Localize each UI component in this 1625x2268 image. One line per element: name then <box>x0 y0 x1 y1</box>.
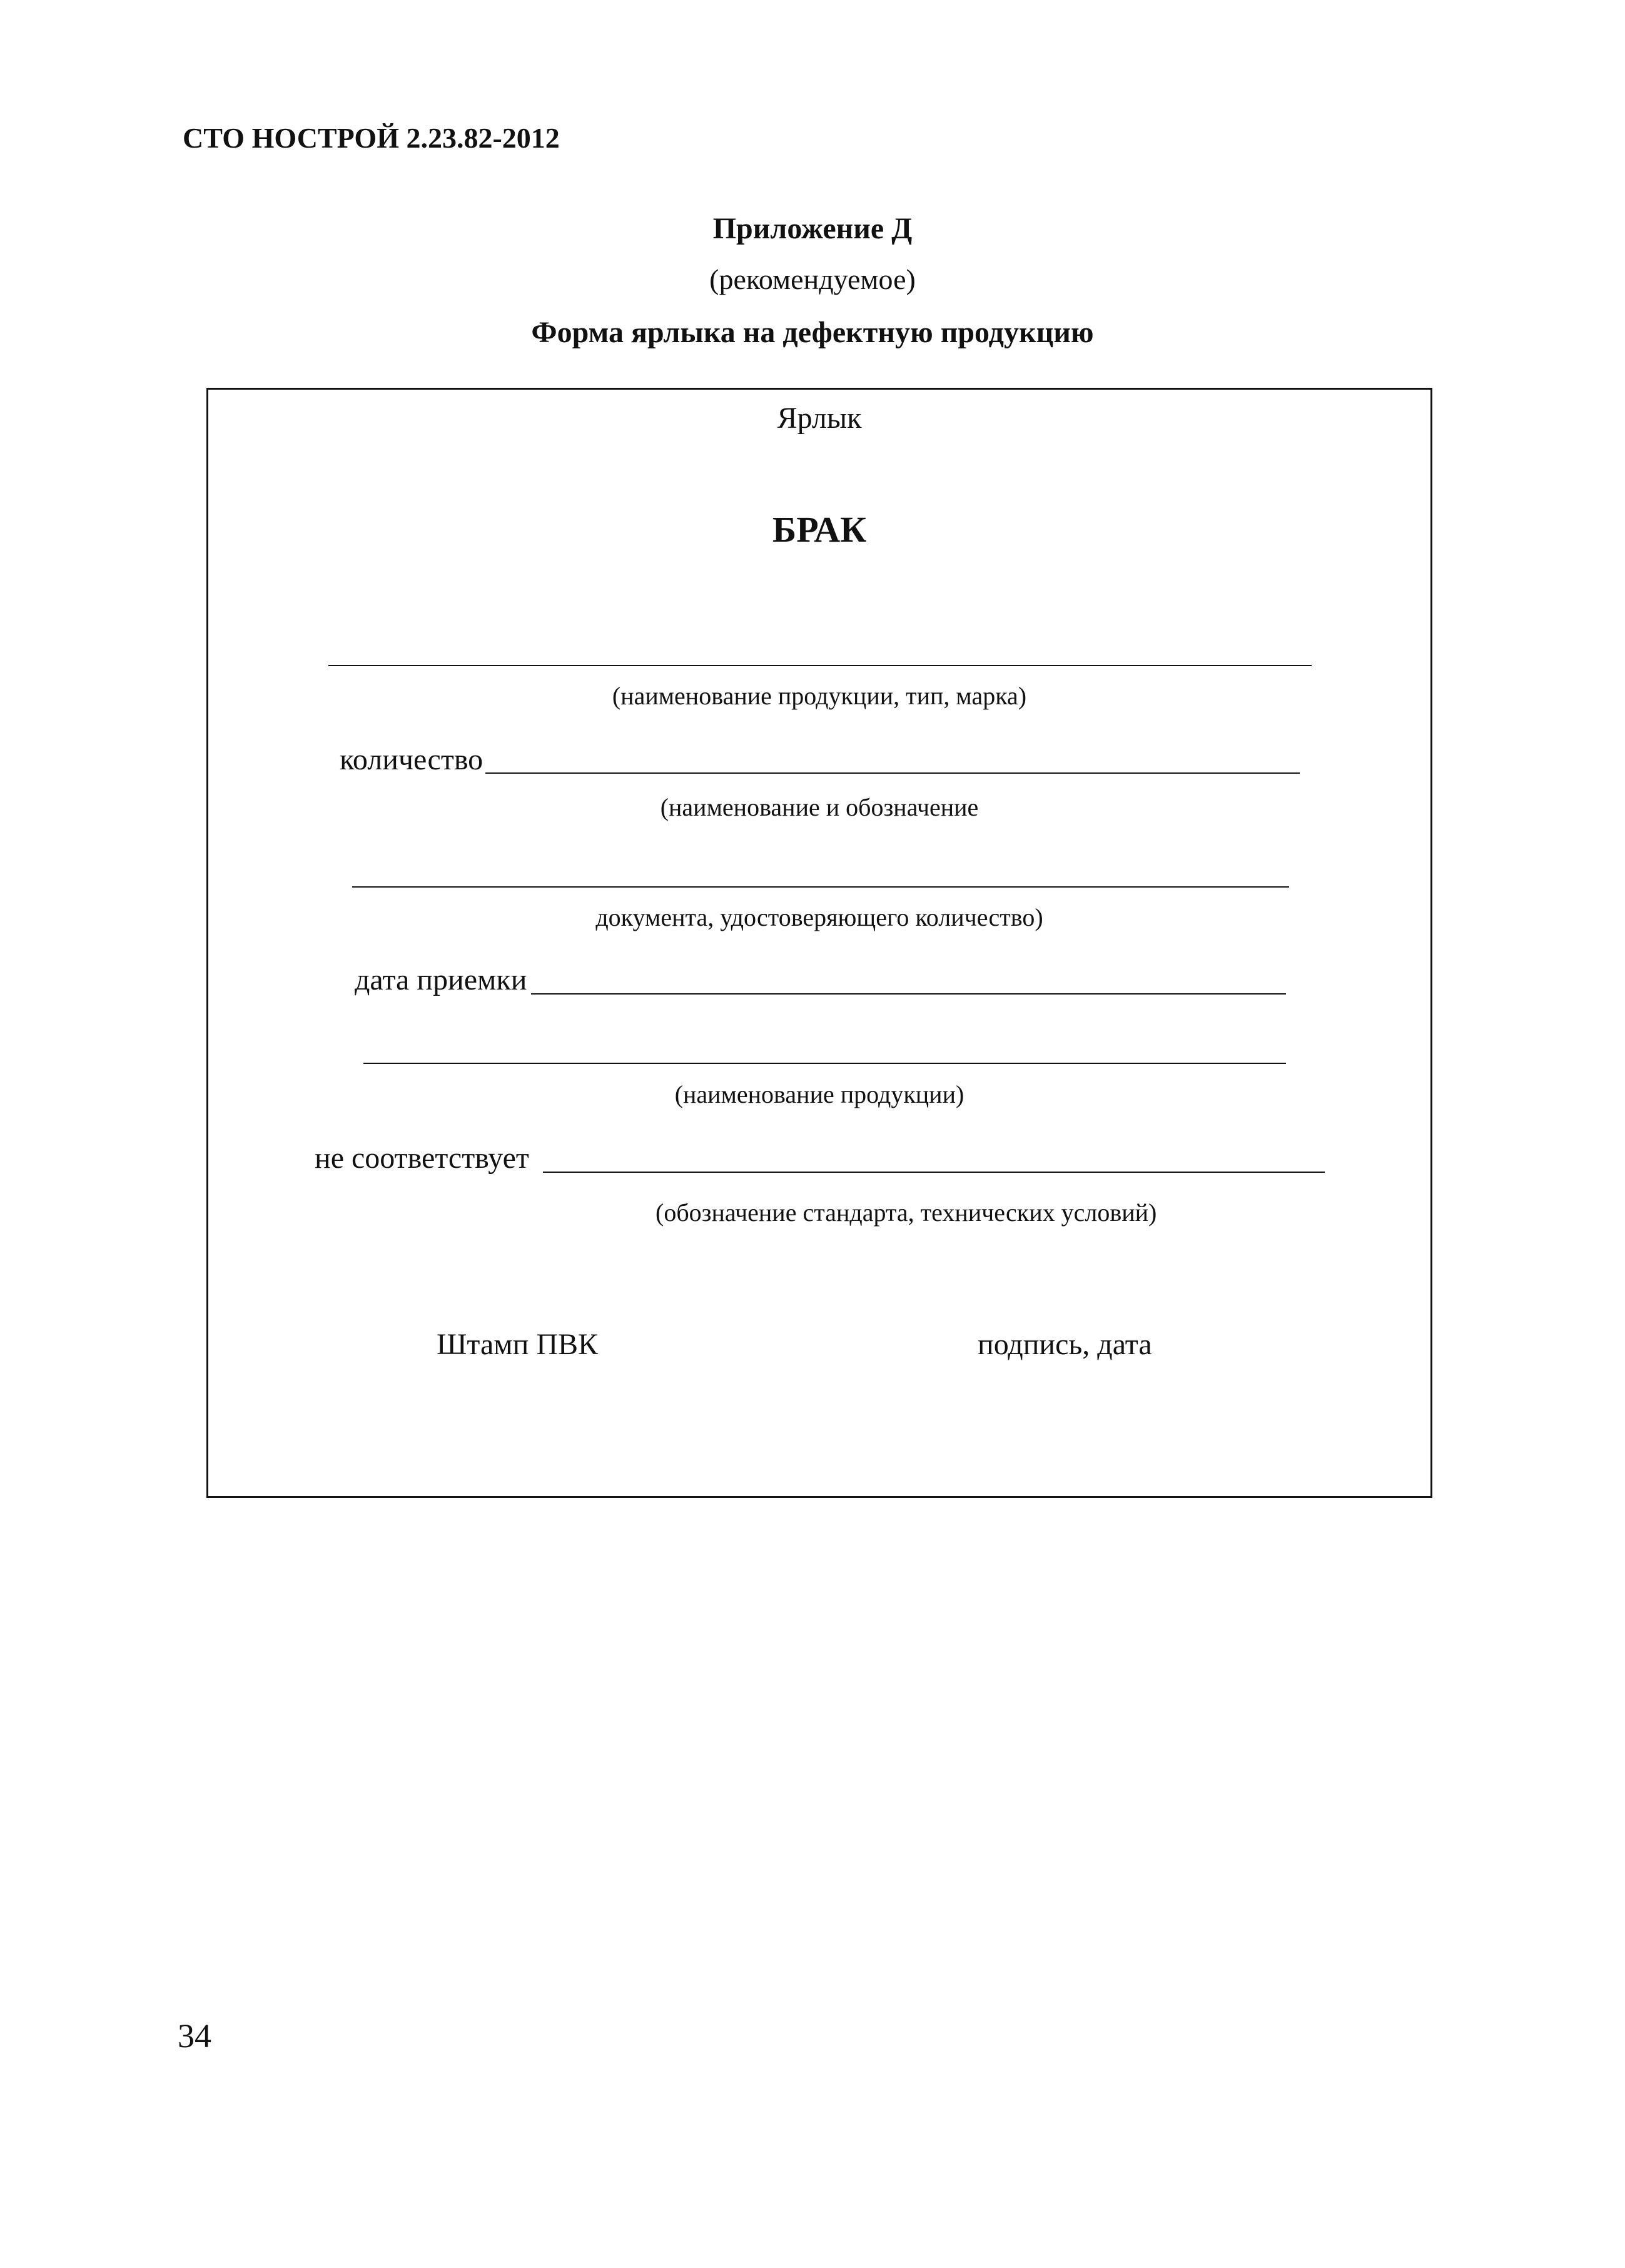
standard-caption: (обозначение стандарта, технических условий) <box>656 1198 1157 1227</box>
standard-line <box>543 1172 1325 1173</box>
label-word: Ярлык <box>777 402 862 435</box>
quantity-caption-2: документа, удостоверяющего количество) <box>595 903 1043 931</box>
acceptance-date-label: дата приемки <box>355 963 527 996</box>
quantity-label: количество <box>340 743 483 776</box>
nonconformity-label: не соответствует <box>315 1142 529 1175</box>
acceptance-date-line <box>531 993 1286 995</box>
appendix-status: (рекомендуемое) <box>709 263 916 295</box>
quantity-line <box>485 772 1300 774</box>
quantity-caption-1: (наименование и обозначение <box>660 793 979 821</box>
product-name-line <box>328 665 1312 666</box>
product-name-caption: (наименование продукции, тип, марка) <box>612 682 1027 710</box>
appendix-title: Приложение Д <box>712 212 913 245</box>
quantity-document-line <box>352 886 1289 888</box>
page-number: 34 <box>178 2017 211 2055</box>
defect-word: БРАК <box>772 509 867 550</box>
product-name-line-2 <box>363 1063 1286 1064</box>
signature-label: подпись, дата <box>978 1328 1152 1361</box>
defect-label-frame <box>206 388 1432 1498</box>
product-name-caption-2: (наименование продукции) <box>674 1080 964 1108</box>
stamp-label: Штамп ПВК <box>437 1328 599 1361</box>
form-title: Форма ярлыка на дефектную продукцию <box>531 316 1094 349</box>
document-code: СТО НОСТРОЙ 2.23.82-2012 <box>183 122 560 154</box>
